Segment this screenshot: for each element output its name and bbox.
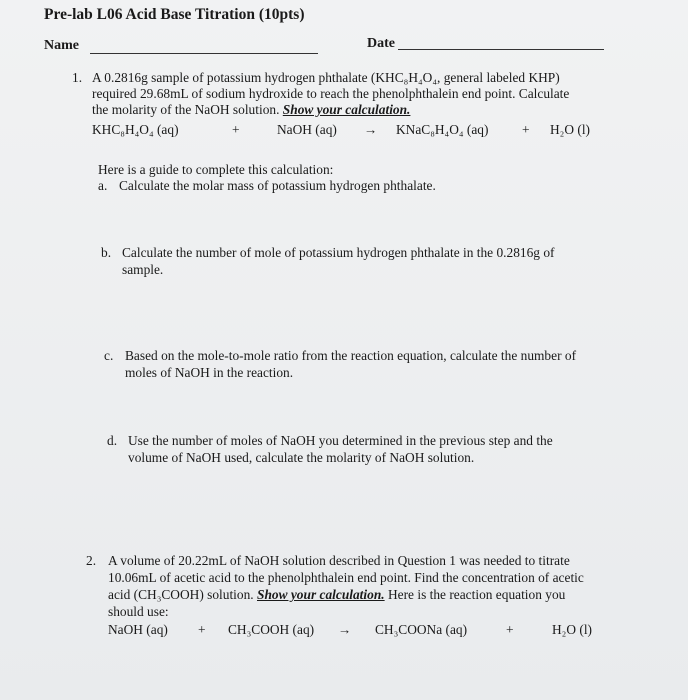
q1-eq-reactant-1: KHC₈H₄O₄ (aq) (92, 122, 179, 137)
q2-line-3-post: Here is the reaction equation you (387, 587, 566, 602)
q1c-line-2: moles of NaOH in the reaction. (125, 365, 294, 380)
q1b-letter: b. (101, 245, 112, 260)
page-title: Pre-lab L06 Acid Base Titration (10pts) (44, 6, 305, 23)
q2-number: 2. (86, 553, 97, 568)
q2-eq-plus-1: + (198, 622, 206, 637)
name-label: Name (44, 38, 79, 53)
date-label: Date (367, 36, 395, 51)
q2-eq-reactant-1: NaOH (aq) (108, 622, 168, 637)
q1-line-3 (92, 102, 410, 119)
q2-line-2: 10.06mL of acetic acid to the phenolphthalein end point. Find the concentration of acetic (108, 570, 584, 585)
q2-eq-arrow: → (338, 622, 352, 637)
q1d-letter: d. (107, 433, 118, 448)
q1a-letter: a. (98, 178, 108, 193)
q2-line-3-pre: acid (CH₃COOH) solution. (108, 587, 254, 602)
q1b-line-1: Calculate the number of mole of potassium hydrogen phthalate in the 0.2816g of (122, 245, 555, 260)
q2-eq-reactant-2: CH₃COOH (aq) (228, 622, 315, 637)
q2-eq-plus-2: + (506, 622, 514, 637)
q1d-line-2: volume of NaOH used, calculate the molarity of NaOH solution. (128, 450, 475, 465)
q2-show-calculation: Show your calculation. (257, 587, 385, 602)
q2-eq-product-2: H₂O (l) (552, 622, 592, 637)
q2-line-4: should use: (108, 604, 169, 619)
q1c-line-1: Based on the mole-to-mole ratio from the reaction equation, calculate the number of (125, 348, 577, 363)
q1-eq-plus-1: + (232, 122, 240, 137)
q1-guide-intro: Here is a guide to complete this calculation: (98, 162, 334, 177)
q1-eq-reactant-2: NaOH (aq) (277, 122, 337, 137)
q1-line-2: required 29.68mL of sodium hydroxide to reach the phenolphthalein end point. Calculate (92, 86, 570, 101)
q2-line-3 (108, 587, 565, 604)
q1c-letter: c. (104, 348, 114, 363)
q1a-text: Calculate the molar mass of potassium hydrogen phthalate. (119, 178, 436, 193)
q1-eq-product-1: KNaC₈H₄O₄ (aq) (396, 122, 489, 137)
q1-number: 1. (72, 70, 83, 85)
q1-line-1: A 0.2816g sample of potassium hydrogen phthalate (KHC₈H₄O₄, general labeled KHP) (92, 70, 560, 85)
q1d-line-1: Use the number of moles of NaOH you determined in the previous step and the (128, 433, 553, 448)
q2-line-1: A volume of 20.22mL of NaOH solution described in Question 1 was needed to titrate (108, 553, 570, 568)
name-field-line[interactable] (90, 53, 318, 54)
q1-show-calculation: Show your calculation. (282, 102, 411, 117)
q2-eq-product-1: CH₃COONa (aq) (375, 622, 468, 637)
date-field-line[interactable] (398, 49, 604, 50)
q1-eq-arrow: → (364, 122, 378, 137)
q1b-line-2: sample. (122, 262, 164, 277)
q1-line-3-text: the molarity of the NaOH solution. (92, 102, 280, 117)
q1-eq-plus-2: + (522, 122, 530, 137)
q1-eq-product-2: H₂O (l) (550, 122, 590, 137)
